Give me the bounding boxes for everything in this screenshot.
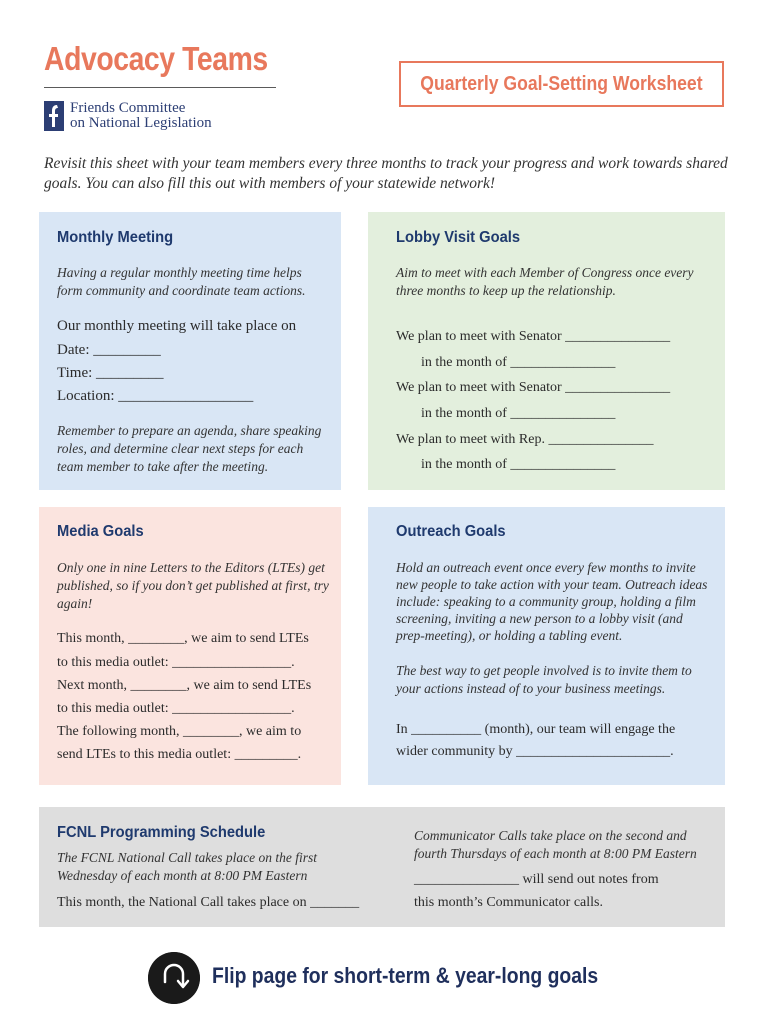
lobby-visit-title: Lobby Visit Goals — [396, 229, 521, 246]
lte-month-2-field[interactable]: Next month, ________, we aim to send LTEs — [57, 678, 312, 693]
monthly-meeting-title: Monthly Meeting — [57, 229, 174, 246]
worksheet-title: Quarterly Goal-Setting Worksheet — [420, 72, 703, 95]
national-call-description: The FCNL National Call takes place on the first Wednesday of each month at 8:00 PM Eastern — [57, 850, 318, 883]
national-call-date-field[interactable]: This month, the National Call takes place on _______ — [57, 895, 360, 910]
programming-schedule-panel — [39, 807, 725, 927]
communicator-calls-description: Communicator Calls take place on the second and fourth Thursdays of each month at 8:00 PM Eastern — [414, 828, 697, 861]
monthly-meeting-description: Having a regular monthly meeting time helps form community and coordinate team actions. — [57, 265, 306, 298]
media-goals-title: Media Goals — [57, 523, 144, 540]
senator-2-field[interactable]: We plan to meet with Senator _______________ — [396, 380, 671, 395]
flip-page-note: Flip page for short-term & year-long goals — [212, 963, 599, 988]
senator-1-field[interactable]: We plan to meet with Senator _______________ — [396, 329, 671, 344]
outreach-goals-title: Outreach Goals — [396, 523, 506, 540]
title-divider — [44, 87, 276, 88]
rep-month-field[interactable]: in the month of _______________ — [421, 457, 616, 472]
outreach-goals-panel — [368, 507, 725, 785]
lte-month-1-field[interactable]: This month, ________, we aim to send LTEs — [57, 631, 309, 646]
lobby-visit-panel — [368, 212, 725, 490]
outreach-description: Hold an outreach event once every few months to invite new people to take action with your team. Outreach ideas include: speaking to a community group, holding a film screening, inviting a new person to a lobby visit (and prep-meeting), or holding a tabling event. — [396, 560, 708, 643]
fcnl-logo-icon — [44, 101, 64, 131]
intro-text: Revisit this sheet with your team members every three months to track your progress and work towards shared goals. You can also fill this out with members of your statewide network! — [44, 155, 728, 192]
outreach-activity-field[interactable]: wider community by ______________________. — [396, 744, 674, 759]
media-goals-description: Only one in nine Letters to the Editors (LTEs) get published, so if you don’t get published at first, try again! — [57, 560, 329, 611]
notes-line: this month’s Communicator calls. — [414, 895, 603, 910]
monthly-meeting-panel — [39, 212, 341, 490]
outreach-month-field[interactable]: In __________ (month), our team will engage the — [396, 722, 676, 737]
monthly-meeting-lead: Our monthly meeting will take place on — [57, 318, 297, 334]
arrow-turn-down-icon — [148, 952, 200, 1004]
worksheet-title-box — [399, 61, 724, 107]
lte-outlet-1-field[interactable]: to this media outlet: _________________. — [57, 655, 295, 670]
meeting-location-field[interactable]: Location: __________________ — [57, 388, 254, 404]
senator-1-month-field[interactable]: in the month of _______________ — [421, 355, 616, 370]
org-name-line2: on National Legislation — [70, 115, 212, 131]
meeting-time-field[interactable]: Time: _________ — [57, 365, 164, 381]
programming-schedule-title: FCNL Programming Schedule — [57, 824, 266, 841]
brand-title: Advocacy Teams — [44, 40, 268, 77]
meeting-reminder: Remember to prepare an agenda, share speaking roles, and determine clear next steps for each team member to take after the meeting. — [57, 423, 322, 474]
rep-field[interactable]: We plan to meet with Rep. _______________ — [396, 432, 654, 447]
lobby-visit-description: Aim to meet with each Member of Congress once every three months to keep up the relationship. — [396, 265, 694, 298]
media-goals-panel — [39, 507, 341, 785]
meeting-date-field[interactable]: Date: _________ — [57, 342, 161, 358]
org-name-line1: Friends Committee — [70, 100, 186, 116]
lte-outlet-3-field[interactable]: send LTEs to this media outlet: _________. — [57, 747, 302, 762]
senator-2-month-field[interactable]: in the month of _______________ — [421, 406, 616, 421]
notes-sender-field[interactable]: _______________ will send out notes from — [414, 872, 659, 887]
lte-month-3-field[interactable]: The following month, ________, we aim to — [57, 724, 302, 739]
outreach-tip: The best way to get people involved is to invite them to your actions instead of to your business meetings. — [396, 663, 692, 696]
lte-outlet-2-field[interactable]: to this media outlet: _________________. — [57, 701, 295, 716]
org-name — [70, 101, 212, 131]
